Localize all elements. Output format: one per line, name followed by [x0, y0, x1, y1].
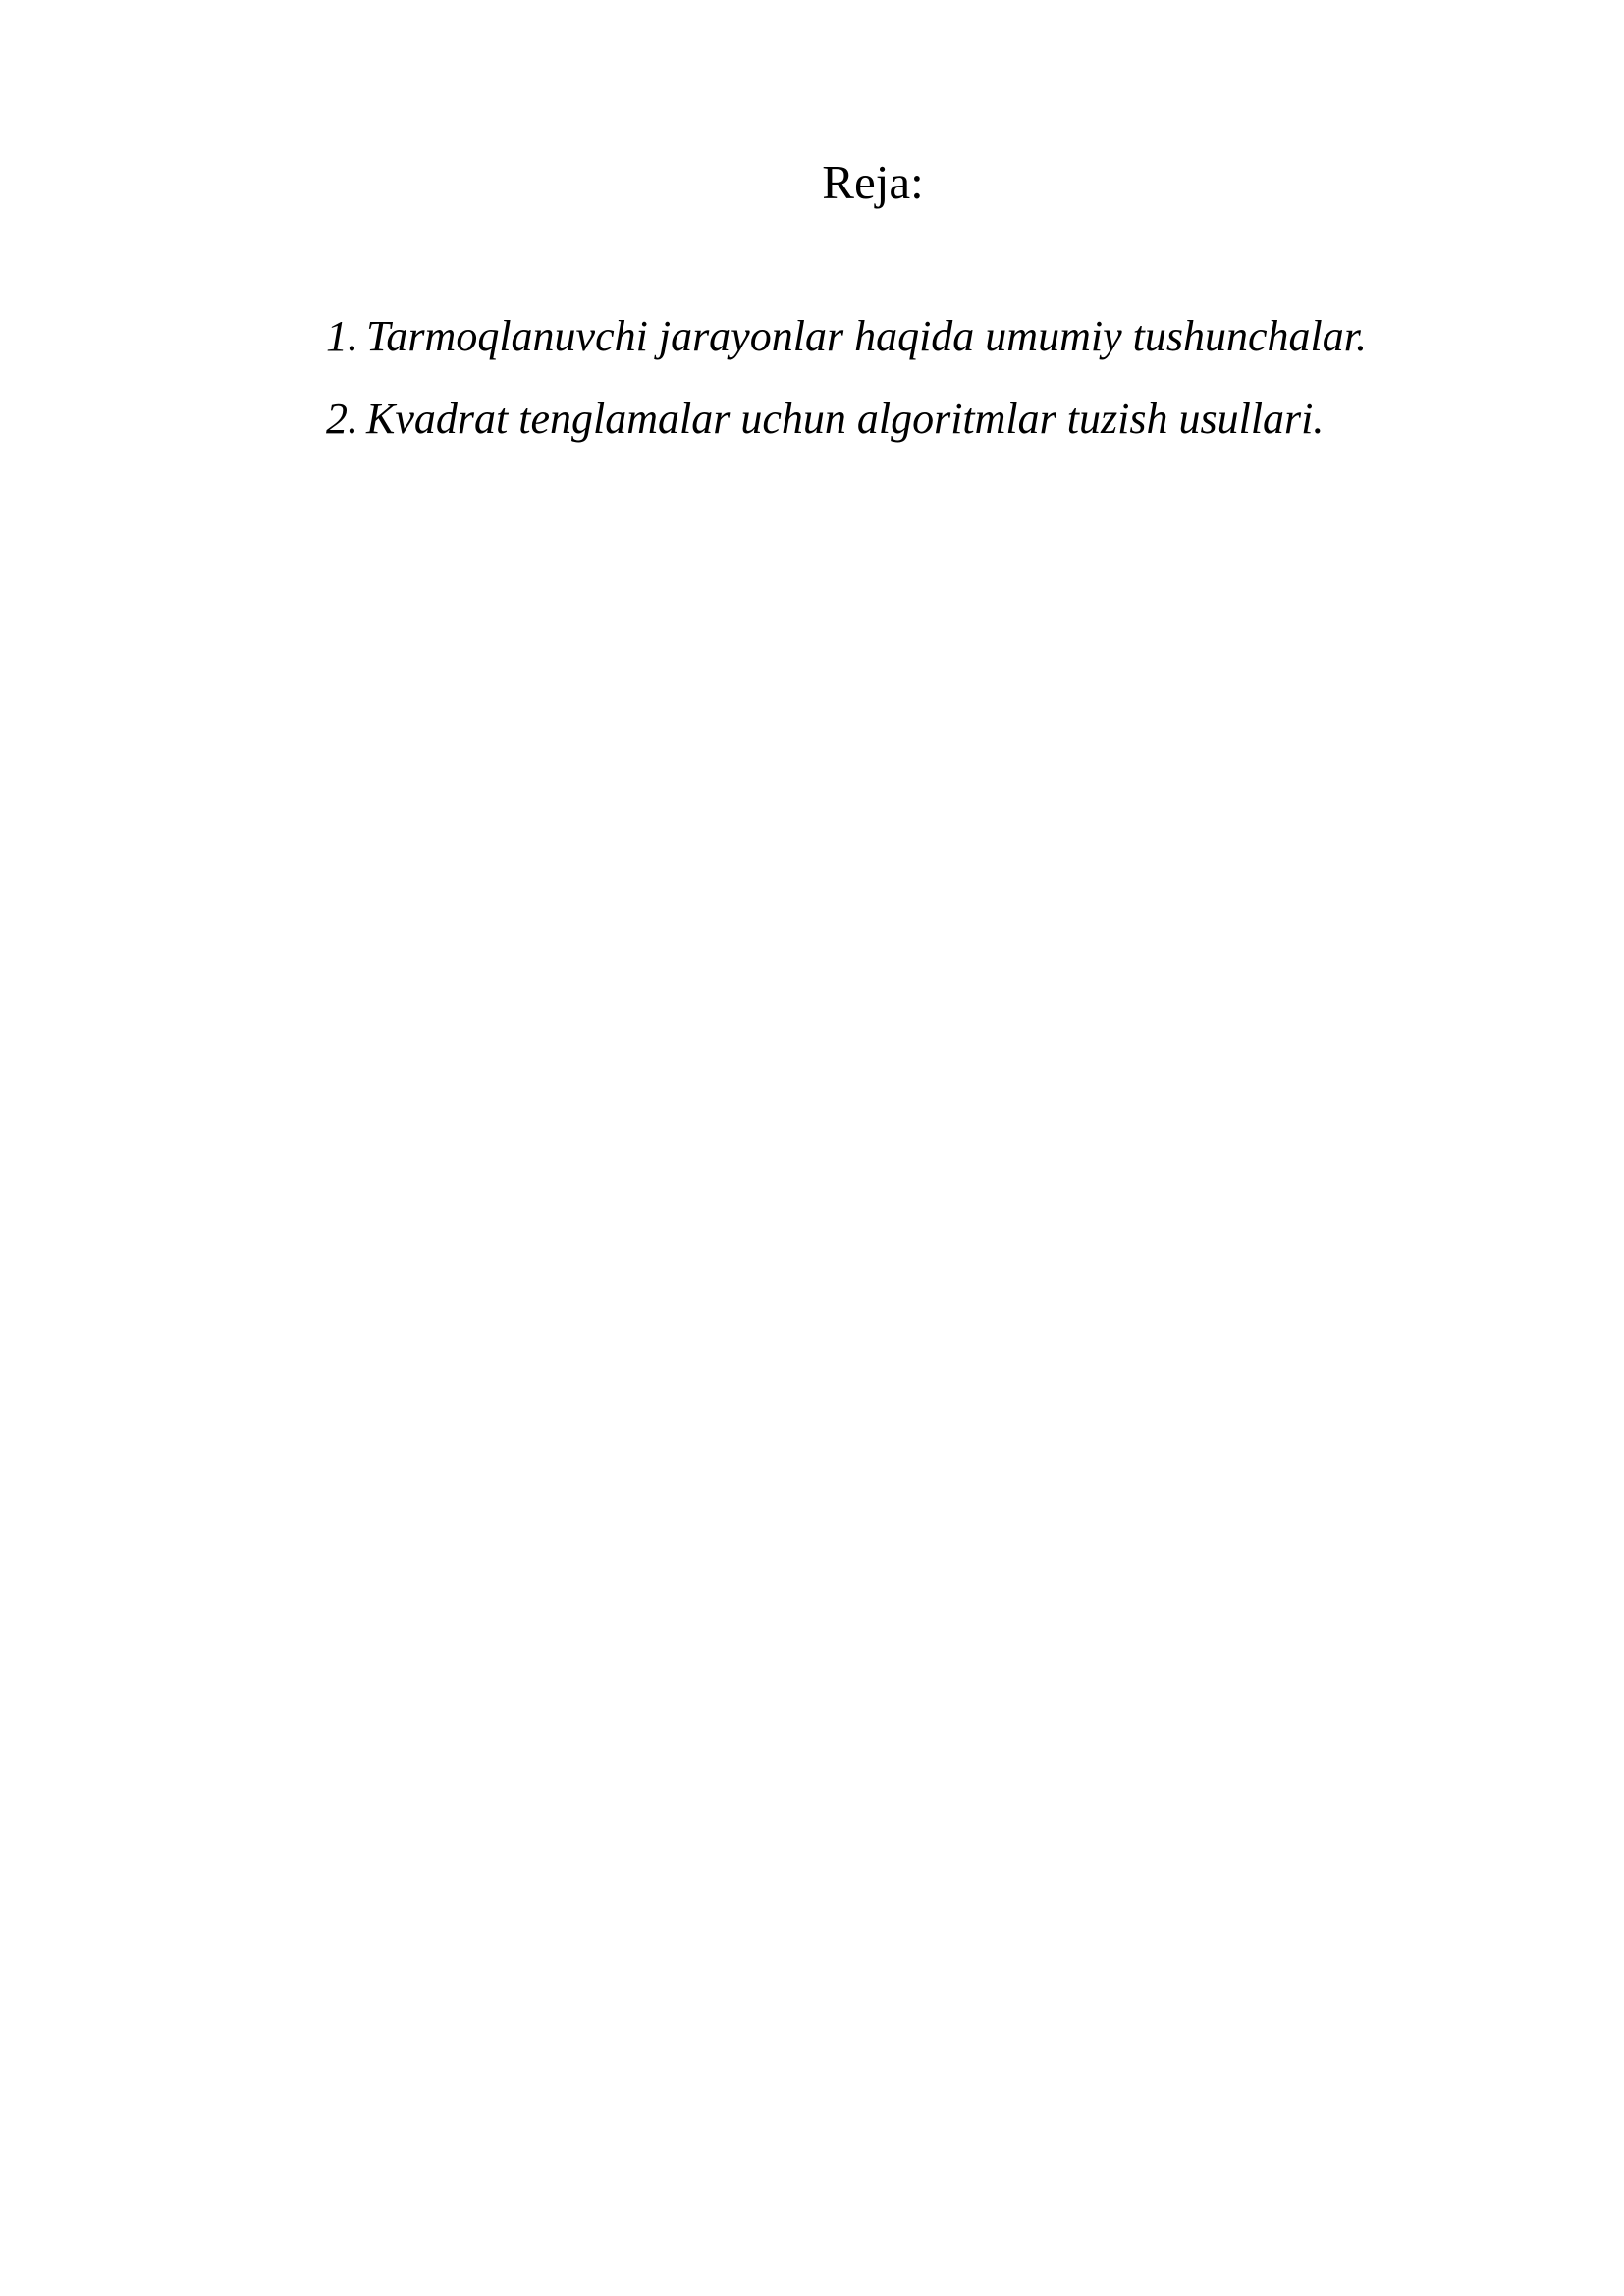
page-title: Reja:	[822, 155, 924, 209]
list-item	[326, 395, 1367, 444]
list-item-text: Kvadrat tenglamalar uchun algoritmlar tuzish usullari.	[366, 395, 1325, 443]
plan-list	[326, 312, 1367, 477]
list-item-number: 2.	[326, 395, 358, 443]
list-item-number: 1.	[326, 312, 358, 360]
list-item	[326, 312, 1367, 361]
list-item-text: Tarmoqlanuvchi jarayonlar haqida umumiy tushunchalar.	[366, 312, 1367, 360]
